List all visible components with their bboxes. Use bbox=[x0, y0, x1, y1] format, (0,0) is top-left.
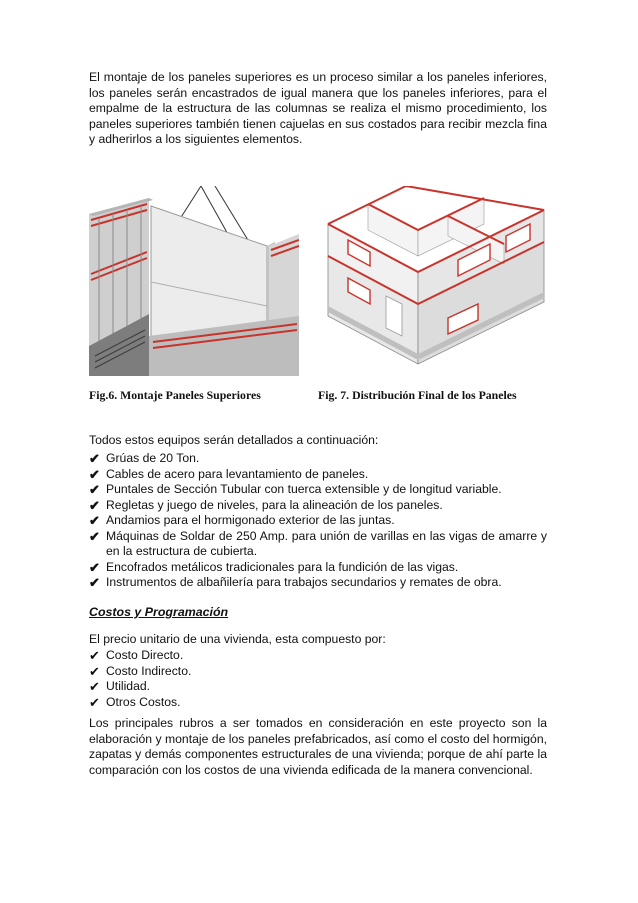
list-item: ✔ Utilidad. bbox=[89, 679, 151, 694]
equipment-intro: Todos estos equipos serán detallados a continuación: bbox=[89, 433, 379, 447]
list-item: ✔ Costo Indirecto. bbox=[89, 663, 192, 679]
checkmark-icon: ✔ bbox=[89, 648, 100, 663]
cost-components-list bbox=[89, 648, 547, 710]
list-item: ✔ Puntales de Sección Tubular con tuerca extensible y de longitud variable. bbox=[89, 482, 502, 497]
list-item: ✔ Regletas y juego de niveles, para la alineación de los paneles. bbox=[89, 497, 443, 513]
list-item: ✔ Máquinas de Soldar de 250 Amp. para unión de varillas en las vigas de amarre y en la estructura de cubierta. bbox=[89, 528, 547, 558]
unit-price-intro: El precio unitario de una vivienda, esta compuesto por: bbox=[89, 632, 386, 646]
list-item: ✔ Grúas de 20 Ton. bbox=[89, 451, 200, 466]
checkmark-icon: ✔ bbox=[89, 497, 100, 513]
checkmark-icon: ✔ bbox=[89, 482, 100, 497]
checkmark-icon: ✔ bbox=[89, 528, 100, 544]
checkmark-icon: ✔ bbox=[89, 663, 100, 679]
list-item: ✔ Encofrados metálicos tradicionales para la fundición de las vigas. bbox=[89, 559, 459, 575]
list-item: ✔ Cables de acero para levantamiento de paneles. bbox=[89, 466, 369, 482]
list-item: ✔ Otros Costos. bbox=[89, 694, 181, 710]
list-item: ✔ Instrumentos de albañilería para trabajos secundarios y remates de obra. bbox=[89, 575, 502, 590]
checkmark-icon: ✔ bbox=[89, 451, 100, 466]
checkmark-icon: ✔ bbox=[89, 575, 100, 590]
checkmark-icon: ✔ bbox=[89, 694, 100, 710]
paragraph-main-items: Los principales rubros a ser tomados en consideración en este proyecto son la elaboración y montaje de los paneles prefabricados, así como el costo del hormigón, zapatas y demás componentes estructurales de una vivienda; porque de ahí parte la comparación con los costos de una vivienda edificada de la manera convencional. bbox=[89, 716, 547, 777]
equipment-list bbox=[89, 451, 547, 591]
upper-panel-assembly-illustration bbox=[89, 186, 299, 376]
checkmark-icon: ✔ bbox=[89, 679, 100, 694]
figure-final-panel-distribution bbox=[308, 186, 550, 376]
section-heading-costs: Costos y Programación bbox=[89, 605, 229, 619]
figure-7-caption: Fig. 7. Distribución Final de los Paneles bbox=[318, 388, 517, 402]
paragraph-panel-assembly: El montaje de los paneles superiores es un proceso similar a los paneles inferiores, los paneles serán encastrados de igual manera que los paneles inferiores, para el empalme de la estructura de las columnas se realiza el mismo procedimiento, los paneles superiores también tienen cajuelas en sus costados para recibir mezcla fina y adherirlos a los siguientes elementos. bbox=[89, 70, 547, 147]
checkmark-icon: ✔ bbox=[89, 466, 100, 482]
list-item: ✔ Costo Directo. bbox=[89, 648, 184, 663]
figure-6-caption: Fig.6. Montaje Paneles Superiores bbox=[89, 388, 261, 402]
checkmark-icon: ✔ bbox=[89, 513, 100, 528]
list-item: ✔ Andamios para el hormigonado exterior de las juntas. bbox=[89, 513, 395, 528]
final-panel-distribution-illustration bbox=[308, 186, 550, 376]
checkmark-icon: ✔ bbox=[89, 559, 100, 575]
figure-upper-panel-assembly bbox=[89, 186, 299, 376]
